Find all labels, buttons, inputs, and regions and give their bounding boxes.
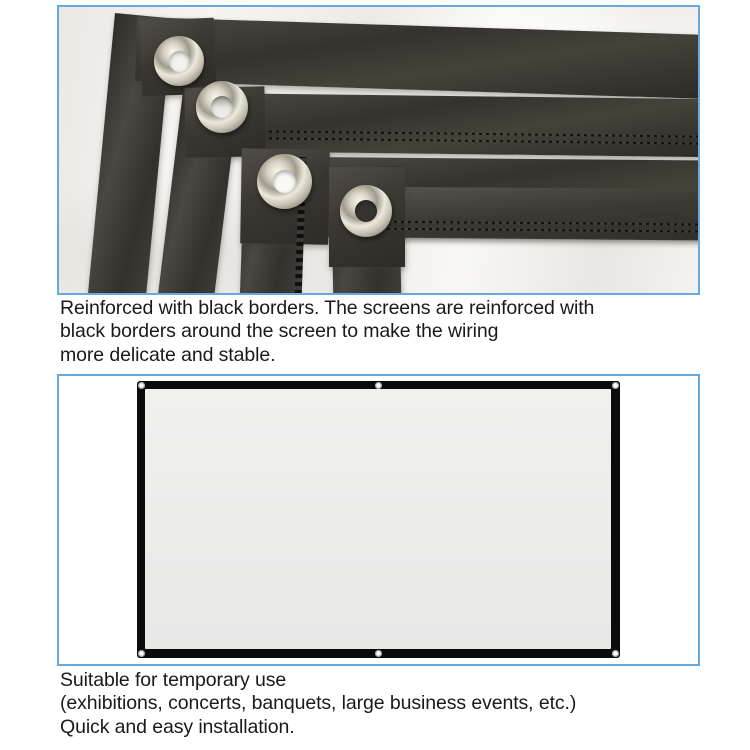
grommet-hole [211,96,233,118]
metal-grommet-icon [154,36,204,86]
caption-line: Reinforced with black borders. The screens are reinforced with [60,297,595,319]
screen-grommet-icon [138,382,145,389]
screen-grommet-icon [612,650,619,657]
caption-line: Quick and easy installation. [60,715,295,738]
metal-grommet-icon [257,154,312,209]
screen-grommet-icon [138,650,145,657]
caption-line: (exhibitions, concerts, banquets, large business events, etc.) [60,692,577,715]
caption-line: Suitable for temporary use [60,669,287,691]
caption-line: more delicate and stable. [60,343,276,366]
screen-grommet-icon [612,382,619,389]
grommet-hole [355,200,377,222]
screen-diagram-frame [57,374,700,666]
metal-grommet-icon [340,185,392,237]
grommet-hole [169,51,190,72]
caption-line: black borders around the screen to make the wiring [60,320,499,343]
caption-reinforced [60,297,710,367]
grommet-hole [273,170,296,193]
projection-screen-surface [145,389,611,649]
screen2-top-border-strip [206,93,700,157]
projection-screen-border [137,381,620,658]
caption-suitable [60,669,710,739]
grommet-photo-frame [57,5,700,295]
screen-grommet-icon [375,382,382,389]
metal-grommet-icon [196,81,248,133]
screen-grommet-icon [375,650,382,657]
